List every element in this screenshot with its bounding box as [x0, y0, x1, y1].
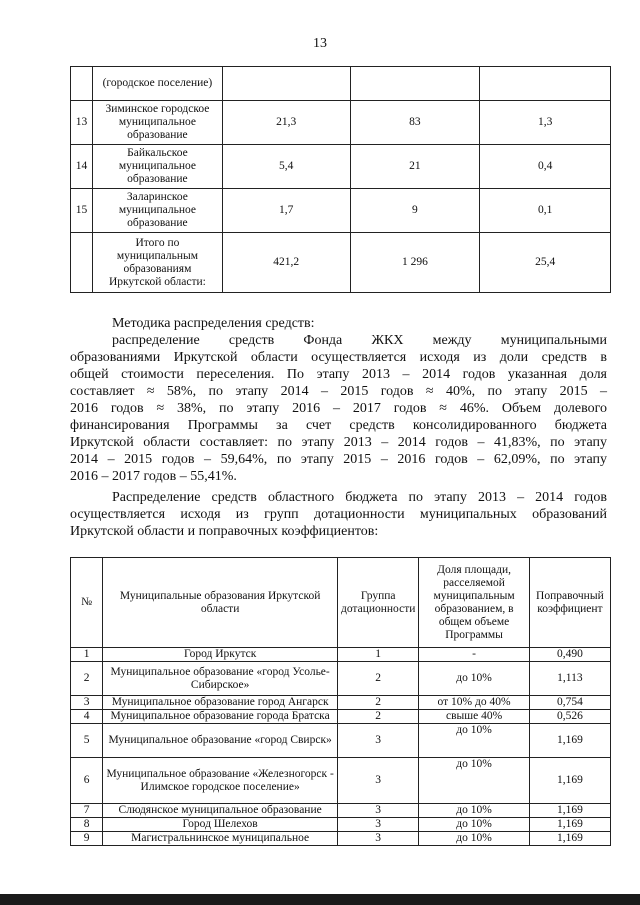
group-cell: 3 — [337, 832, 418, 846]
funding-table — [70, 66, 611, 293]
share-cell: до 10% — [419, 724, 529, 758]
value-cell: 1 296 — [350, 233, 480, 293]
row-number: 8 — [71, 818, 103, 832]
group-cell: 3 — [337, 818, 418, 832]
group-cell: 2 — [337, 710, 418, 724]
table-row — [71, 233, 611, 293]
coefficient-cell: 1,169 — [529, 832, 610, 846]
text-line: 2016 – 2017 годов – 55,41%. — [70, 469, 237, 484]
municipality-name: Магистральнинское муниципальное — [103, 832, 338, 846]
row-number: 3 — [71, 696, 103, 710]
municipality-name: Слюдянское муниципальное образование — [103, 804, 338, 818]
municipality-name: Муниципальное образование «город Усолье-Сибирское» — [103, 662, 338, 696]
coefficients-table — [70, 557, 611, 846]
header-share: Доля площади, расселяемой муниципальным образованием, в общем объеме Программы — [419, 558, 529, 648]
share-cell: - — [419, 648, 529, 662]
table-row — [71, 710, 611, 724]
coefficient-cell: 1,169 — [529, 758, 610, 804]
coefficient-cell: 0,754 — [529, 696, 610, 710]
row-number: 15 — [71, 189, 93, 233]
coefficient-cell: 0,526 — [529, 710, 610, 724]
row-number — [71, 233, 93, 293]
value-cell: 1,3 — [480, 101, 611, 145]
value-cell: 1,7 — [222, 189, 350, 233]
table-row — [71, 758, 611, 804]
header-coef: Поправочный коэффициент — [529, 558, 610, 648]
value-cell: 21 — [350, 145, 480, 189]
coefficient-cell: 1,169 — [529, 724, 610, 758]
row-number — [71, 67, 93, 101]
table-row — [71, 804, 611, 818]
value-cell: 21,3 — [222, 101, 350, 145]
group-cell: 2 — [337, 696, 418, 710]
table-row — [71, 67, 611, 101]
value-cell: 25,4 — [480, 233, 611, 293]
value-cell — [222, 67, 350, 101]
distribution-text — [70, 489, 607, 540]
text-line: Иркутской области составляет: по этапу 2013 – 2014 годов – 41,83%, по этапу — [70, 435, 607, 450]
text-line: Иркутской области и поправочных коэффициентов: — [70, 524, 379, 539]
table-row — [71, 696, 611, 710]
text-line: финансирования Программы за счет средств консолидированного бюджета — [70, 418, 607, 433]
table-row — [71, 648, 611, 662]
row-number: 9 — [71, 832, 103, 846]
value-cell: 9 — [350, 189, 480, 233]
value-cell — [350, 67, 480, 101]
methodology-text — [70, 315, 607, 485]
table-row — [71, 662, 611, 696]
row-number: 1 — [71, 648, 103, 662]
text-line: составляет ≈ 58%, по этапу 2014 – 2015 годов ≈ 40%, по этапу 2015 – — [70, 384, 607, 399]
value-cell: 83 — [350, 101, 480, 145]
value-cell — [480, 67, 611, 101]
text-line: 2014 – 2015 годов – 59,64%, по этапу 2015 – 2016 годов – 62,09%, по этапу — [70, 452, 607, 467]
share-cell: до 10% — [419, 818, 529, 832]
row-number: 13 — [71, 101, 93, 145]
coefficient-cell: 1,113 — [529, 662, 610, 696]
share-cell: свыше 40% — [419, 710, 529, 724]
header-num: № — [71, 558, 103, 648]
municipality-name: Муниципальное образование города Братска — [103, 710, 338, 724]
text-line: осуществляется исходя из групп дотационности муниципальных образований — [70, 507, 607, 522]
coefficient-cell: 1,169 — [529, 804, 610, 818]
municipality-name: (городское поселение) — [92, 67, 222, 101]
table-row — [71, 101, 611, 145]
municipality-name: Муниципальное образование «город Свирск» — [103, 724, 338, 758]
text-line: образованиями Иркутской области осуществляется исходя из доли средств в — [70, 350, 607, 365]
municipality-name: Муниципальное образование город Ангарск — [103, 696, 338, 710]
header-row — [71, 558, 611, 648]
table-row — [71, 189, 611, 233]
row-number: 14 — [71, 145, 93, 189]
row-number: 7 — [71, 804, 103, 818]
group-cell: 3 — [337, 804, 418, 818]
value-cell: 0,1 — [480, 189, 611, 233]
row-number: 2 — [71, 662, 103, 696]
text-line: общей стоимости переселения. По этапу 2013 – 2014 годов указанная доля — [70, 367, 607, 382]
page-number: 13 — [313, 36, 327, 51]
municipality-name: Муниципальное образование «Железногорск - Илимское городское поселение» — [103, 758, 338, 804]
municipality-name: Итого по муниципальным образованиям Иркутской области: — [92, 233, 222, 293]
group-cell: 1 — [337, 648, 418, 662]
share-cell: до 10% — [419, 804, 529, 818]
row-number: 6 — [71, 758, 103, 804]
share-cell: от 10% до 40% — [419, 696, 529, 710]
table-row — [71, 145, 611, 189]
municipality-name: Город Шелехов — [103, 818, 338, 832]
table-row — [71, 818, 611, 832]
methodology-heading: Методика распределения средств: — [112, 316, 315, 331]
text-line: Распределение средств областного бюджета по этапу 2013 – 2014 годов — [112, 490, 607, 505]
group-cell: 3 — [337, 724, 418, 758]
table-row — [71, 832, 611, 846]
share-cell: до 10% — [419, 758, 529, 804]
methodology-paragraph — [70, 332, 607, 485]
share-cell: до 10% — [419, 832, 529, 846]
scan-edge — [0, 894, 640, 905]
share-cell: до 10% — [419, 662, 529, 696]
coefficient-cell: 1,169 — [529, 818, 610, 832]
coefficient-cell: 0,490 — [529, 648, 610, 662]
row-number: 5 — [71, 724, 103, 758]
header-name: Муниципальные образования Иркутской области — [103, 558, 338, 648]
municipality-name: Заларинское муниципальное образование — [92, 189, 222, 233]
text-line: 2016 годов ≈ 38%, по этапу 2016 – 2017 годов ≈ 46%. Объем долевого — [70, 401, 607, 416]
municipality-name: Байкальское муниципальное образование — [92, 145, 222, 189]
header-group: Группа дотационности — [337, 558, 418, 648]
table-row — [71, 724, 611, 758]
value-cell: 5,4 — [222, 145, 350, 189]
group-cell: 2 — [337, 662, 418, 696]
value-cell: 421,2 — [222, 233, 350, 293]
row-number: 4 — [71, 710, 103, 724]
group-cell: 3 — [337, 758, 418, 804]
distribution-paragraph — [70, 489, 607, 540]
municipality-name: Город Иркутск — [103, 648, 338, 662]
municipality-name: Зиминское городское муниципальное образование — [92, 101, 222, 145]
value-cell: 0,4 — [480, 145, 611, 189]
text-line: распределение средств Фонда ЖКХ между муниципальными — [112, 333, 607, 348]
